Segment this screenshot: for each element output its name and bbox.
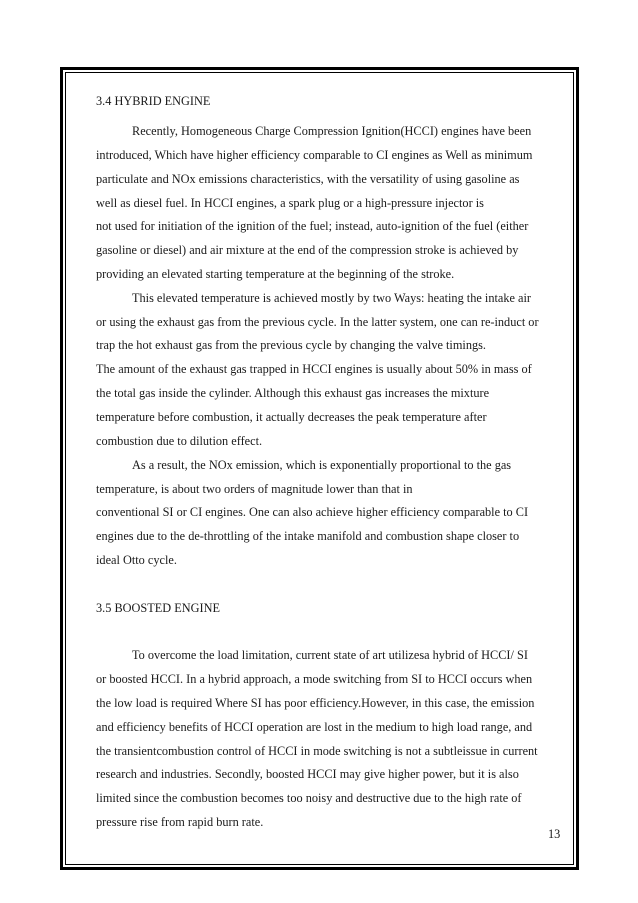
paragraph-line: pressure rise from rapid burn rate. bbox=[96, 815, 264, 829]
paragraph-line: the transientcombustion control of HCCI in mode switching is not a subtleissue in current bbox=[96, 744, 538, 758]
paragraph-line: providing an elevated starting temperature at the beginning of the stroke. bbox=[96, 267, 455, 281]
page-number: 13 bbox=[548, 827, 561, 841]
paragraph-line: temperature, is about two orders of magnitude lower than that in bbox=[96, 482, 413, 496]
paragraph-line: engines due to the de-throttling of the intake manifold and combustion shape closer to bbox=[96, 529, 520, 543]
paragraph-line: conventional SI or CI engines. One can also achieve higher efficiency comparable to CI bbox=[96, 505, 529, 519]
paragraph-line: This elevated temperature is achieved mostly by two Ways: heating the intake air bbox=[132, 291, 531, 305]
paragraph-line: research and industries. Secondly, boosted HCCI may give higher power, but it is also bbox=[96, 767, 519, 781]
paragraph-line: or boosted HCCI. In a hybrid approach, a mode switching from SI to HCCI occurs when bbox=[96, 672, 533, 686]
paragraph-line: ideal Otto cycle. bbox=[96, 553, 177, 567]
paragraph-line: well as diesel fuel. In HCCI engines, a spark plug or a high-pressure injector is bbox=[96, 196, 484, 210]
paragraph-line: Recently, Homogeneous Charge Compression Ignition(HCCI) engines have been bbox=[132, 124, 532, 138]
paragraph-line: temperature before combustion, it actually decreases the peak temperature after bbox=[96, 410, 487, 424]
section-heading-boosted-engine: 3.5 BOOSTED ENGINE bbox=[96, 601, 220, 615]
paragraph-line: and efficiency benefits of HCCI operation are lost in the medium to high load range, and bbox=[96, 720, 533, 734]
paragraph-line: not used for initiation of the ignition of the fuel; instead, auto-ignition of the fuel (either bbox=[96, 219, 529, 233]
paragraph-line: the total gas inside the cylinder. Although this exhaust gas increases the mixture bbox=[96, 386, 490, 400]
paragraph-line: introduced, Which have higher efficiency comparable to CI engines as Well as minimum bbox=[96, 148, 533, 162]
paragraph-line: combustion due to dilution effect. bbox=[96, 434, 263, 448]
paragraph-line: To overcome the load limitation, current state of art utilizesa hybrid of HCCI/ SI bbox=[132, 648, 528, 662]
section-heading-hybrid-engine: 3.4 HYBRID ENGINE bbox=[96, 94, 211, 108]
paragraph-line: trap the hot exhaust gas from the previous cycle by changing the valve timings. bbox=[96, 338, 486, 352]
paragraph-line: As a result, the NOx emission, which is exponentially proportional to the gas bbox=[132, 458, 512, 472]
paragraph-line: gasoline or diesel) and air mixture at the end of the compression stroke is achieved by bbox=[96, 243, 519, 257]
paragraph-line: The amount of the exhaust gas trapped in HCCI engines is usually about 50% in mass of bbox=[96, 362, 532, 376]
paragraph-line: or using the exhaust gas from the previous cycle. In the latter system, one can re-induct or bbox=[96, 315, 539, 329]
paragraph-line: limited since the combustion becomes too noisy and destructive due to the high rate of bbox=[96, 791, 522, 805]
paragraph-line: particulate and NOx emissions characteristics, with the versatility of using gasoline as bbox=[96, 172, 520, 186]
paragraph-line: the low load is required Where SI has poor efficiency.However, in this case, the emission bbox=[96, 696, 535, 710]
